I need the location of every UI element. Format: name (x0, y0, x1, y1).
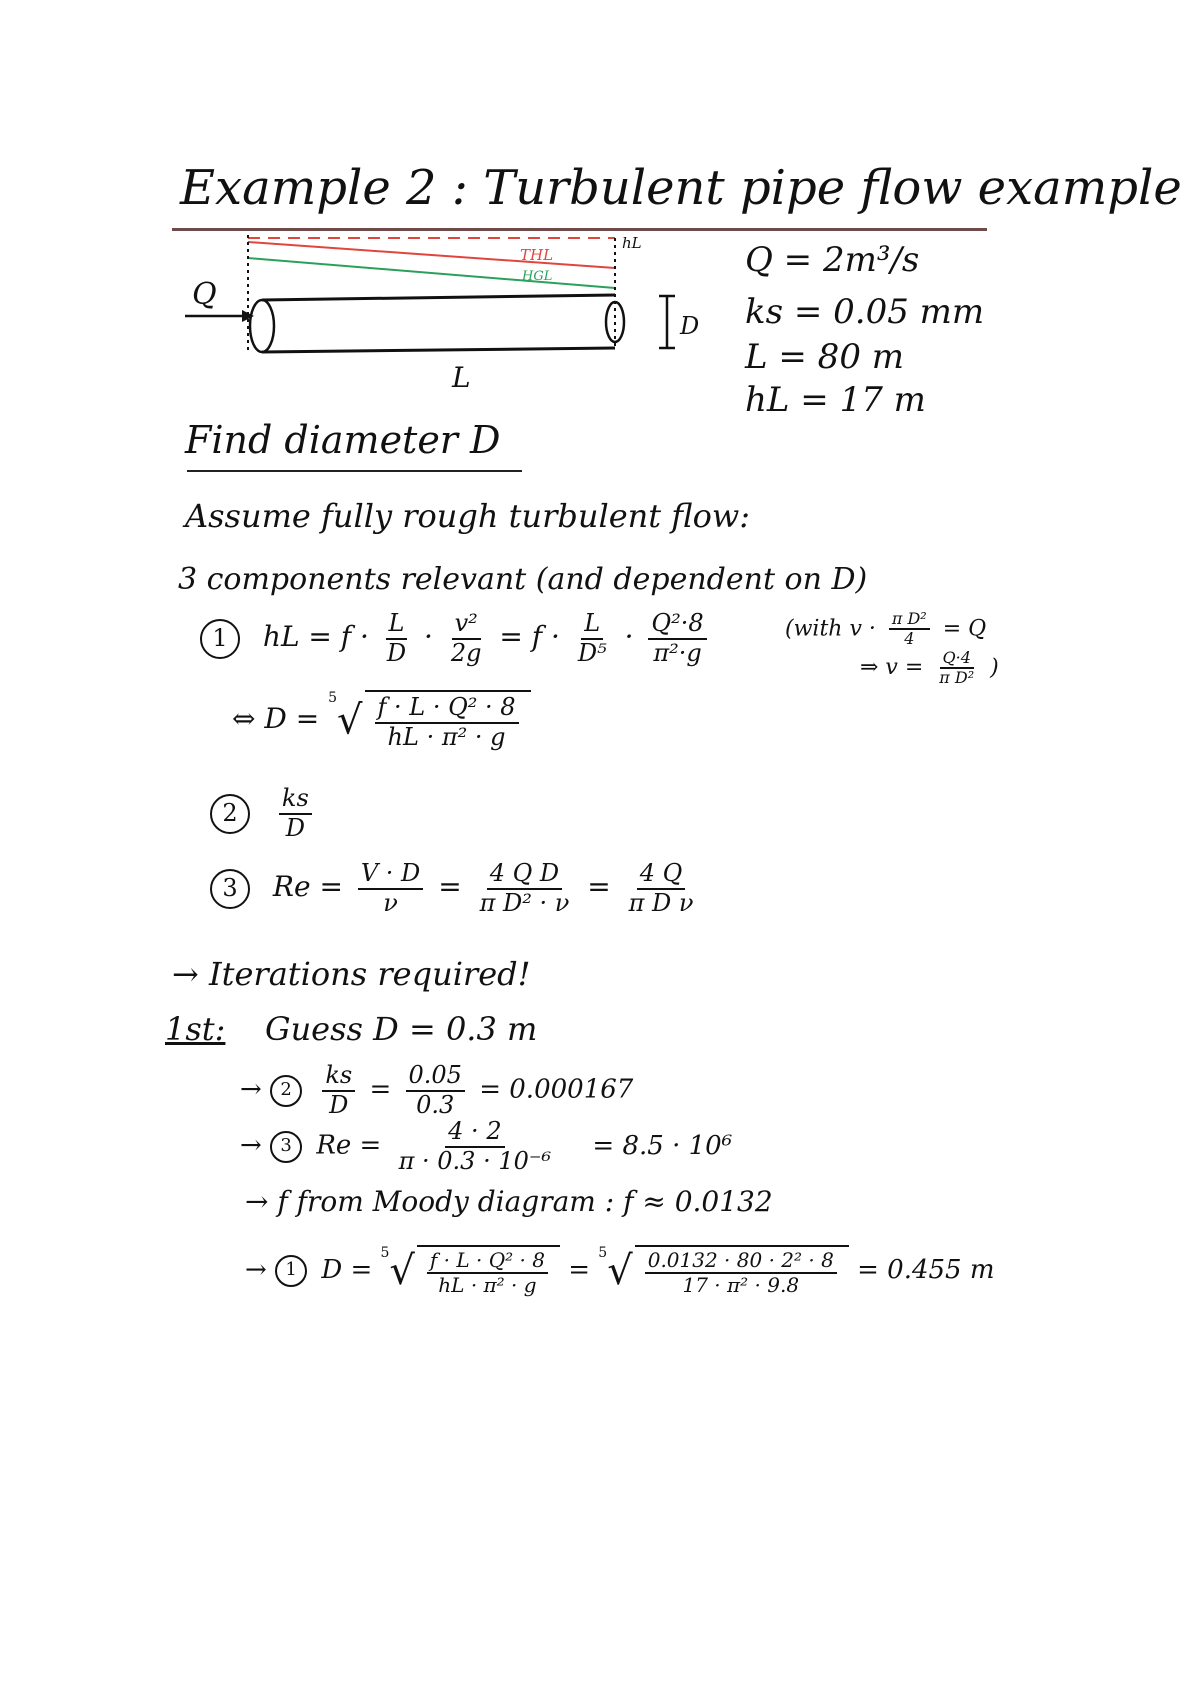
note-a-den: 4 (904, 629, 915, 649)
root-index: 5 (380, 1245, 390, 1261)
eq3-f3-den: π D ν (628, 888, 694, 917)
note-c-den: π D² (939, 668, 975, 688)
s2-eq: = (369, 1074, 392, 1105)
eq1-f4-den: π²·g (653, 638, 702, 667)
eq1-dot: · (424, 620, 433, 654)
section-heading: Find diameter D (185, 418, 501, 462)
pipe-inlet (250, 300, 274, 352)
s1-a-den: hL · π² · g (438, 1273, 537, 1297)
s3-result: = 8.5 · 10⁶ (592, 1130, 733, 1161)
step-number: 3 (270, 1131, 302, 1163)
step-number: 3 (210, 869, 250, 909)
iterations-text: → Iterations required! (172, 955, 531, 993)
hgl-label: HGL (522, 269, 553, 284)
note-close: ) (990, 655, 999, 681)
note-c: ⇒ v = (860, 655, 924, 681)
eq1-f3-num: L (581, 610, 603, 640)
arrow: → (240, 1074, 262, 1105)
pipe-flow-diagram (170, 230, 730, 405)
assumption-text: Assume fully rough turbulent flow: (185, 497, 751, 535)
hl-label: hL (622, 234, 642, 252)
s3-lhs: Re = (316, 1130, 382, 1161)
page-title: Example 2 : Turbulent pipe flow example (180, 160, 1182, 216)
s2-v-num: 0.05 (406, 1062, 465, 1092)
given-head-loss: hL = 17 m (745, 380, 926, 420)
eq2-num: ks (279, 785, 312, 815)
step-1-calc: → 1 D = $^5$√ $\frac{\text{f · L · Q² · 8}}{\text{hL · π² · g}}$ = $^5$√ $\frac{\text{0.0132 · 80 · 2² · 8}}{\text{17 · π² · 9.8}}$ = 0.455 m (245, 1245, 995, 1297)
step-number: 2 (210, 794, 250, 834)
eq1-f1-num: L (386, 610, 408, 640)
thl-label: THL (520, 246, 554, 264)
pipe-bottom (262, 348, 615, 352)
equation-1: 1 hL = f · $\frac{L}{D}$ · $\frac{\text{v²}}{2g}$ = f · $\frac{L}{\text{D⁵}}$ · $\frac{\text{Q²·8}}{\text{π²·g}}$ (200, 610, 713, 667)
eq3-eq1: = (438, 870, 462, 904)
eq3-eq2: = (587, 870, 611, 904)
step-3-calc (240, 1118, 732, 1175)
moody-step: → f from Moody diagram : f ≈ 0.0132 (245, 1185, 773, 1218)
guess-text: Guess D = 0.3 m (265, 1010, 538, 1048)
step-number: 2 (270, 1075, 302, 1107)
s1-result: = 0.455 m (857, 1255, 995, 1285)
s1-lhs: D = (321, 1255, 373, 1285)
equation-2 (210, 785, 318, 842)
eq1-f3-den: D⁵ (577, 638, 607, 667)
d-label: D (680, 312, 700, 340)
eq1b-num: f · L · Q² · 8 (375, 694, 519, 724)
equation-3 (210, 860, 702, 917)
eq1-lhs: hL = f · (262, 620, 369, 654)
s2-f-den: D (329, 1090, 349, 1119)
given-length: L = 80 m (745, 337, 904, 377)
root-index: 5 (328, 690, 337, 706)
s2-v-den: 0.3 (416, 1090, 455, 1119)
s1-b-num: 0.0132 · 80 · 2² · 8 (645, 1249, 837, 1274)
eq1-f2-num: v² (452, 610, 481, 640)
eq3-f1-den: ν (383, 888, 398, 917)
s1-eq: = (568, 1255, 591, 1285)
step-number: 1 (200, 619, 240, 659)
note-b: = Q (942, 616, 987, 642)
step-2-calc (240, 1062, 633, 1119)
first-iteration-label: 1st: (165, 1010, 226, 1048)
s3-num: 4 · 2 (445, 1118, 504, 1148)
eq1b-lhs: ⇔ D = (232, 702, 320, 736)
note-c-num: Q·4 (940, 649, 974, 669)
s2-result: = 0.000167 (479, 1074, 634, 1105)
eq3-f2-den: π D² · ν (479, 888, 570, 917)
equation-1-rearranged: ⇔ D = $^5$√ $\frac{\text{f · L · Q² · 8}}{\text{hL · π² · g}}$ (232, 690, 531, 751)
eq2-den: D (285, 813, 305, 842)
note-a: (with v · (785, 616, 876, 642)
hgl-slope (248, 258, 615, 288)
eq3-f2-num: 4 Q D (487, 860, 562, 890)
eq1b-den: hL · π² · g (387, 722, 506, 751)
arrow: → (240, 1130, 262, 1161)
pipe-top (262, 295, 615, 300)
velocity-note (785, 610, 999, 688)
eq1-equals: = f · (499, 620, 560, 654)
given-flow-rate: Q = 2m³/s (745, 240, 920, 280)
eq1-f2-den: 2g (450, 638, 482, 667)
s2-f-num: ks (322, 1062, 355, 1092)
s3-den: π · 0.3 · 10⁻⁶ (398, 1146, 552, 1175)
s1-b-den: 17 · π² · 9.8 (682, 1273, 800, 1297)
eq3-f3-num: 4 Q (637, 860, 686, 890)
eq3-f1-num: V · D (358, 860, 423, 890)
components-text: 3 components relevant (and dependent on D) (178, 562, 868, 597)
given-roughness: ks = 0.05 mm (745, 292, 985, 332)
arrow: → (245, 1255, 267, 1285)
eq3-lhs: Re = (272, 870, 343, 904)
thl-slope (248, 242, 615, 268)
eq1-f1-den: D (386, 638, 407, 667)
l-label: L (452, 361, 471, 394)
eq1-f4-num: Q²·8 (648, 610, 706, 640)
step-number: 1 (275, 1255, 307, 1287)
heading-underline (187, 470, 522, 472)
s1-a-num: f · L · Q² · 8 (427, 1249, 548, 1274)
note-a-num: π D² (889, 610, 930, 630)
q-label: Q (192, 277, 217, 312)
